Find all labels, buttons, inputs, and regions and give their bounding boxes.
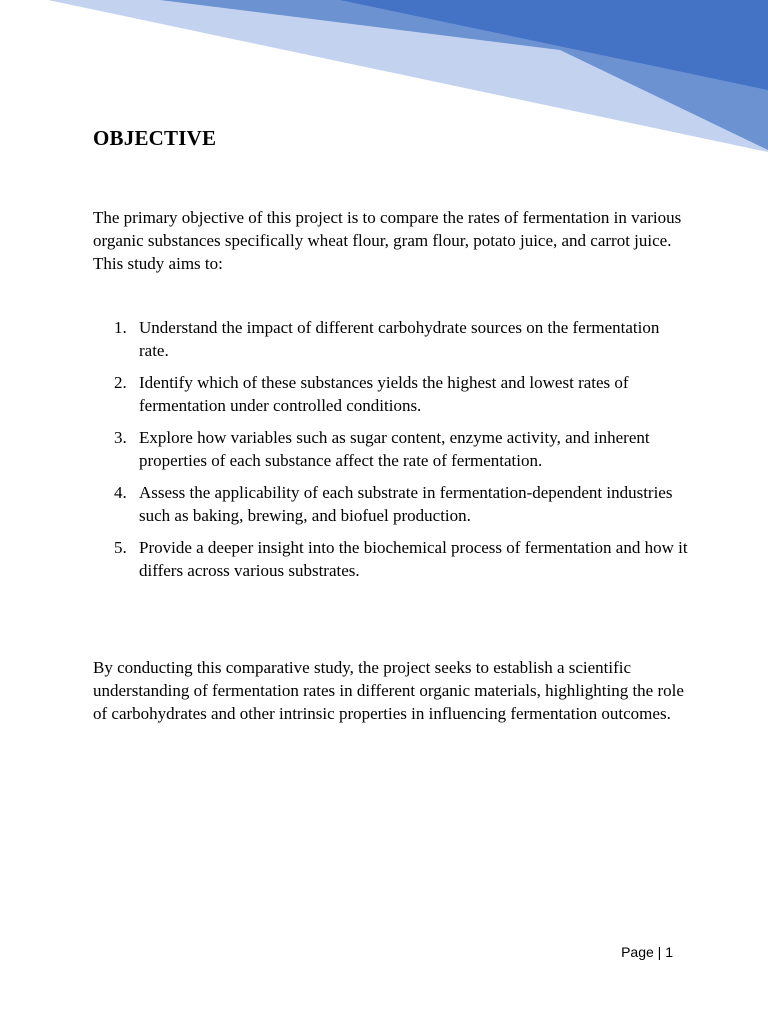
page-number: Page | 1: [621, 944, 673, 960]
page-title: OBJECTIVE: [93, 126, 217, 150]
list-item-text: Identify which of these substances yields the highest and lowest rates of fermentation under controlled conditions.: [139, 373, 629, 415]
list-item: [93, 536, 693, 582]
list-item-text: Explore how variables such as sugar content, enzyme activity, and inherent properties of each substance affect the rate of fermentation.: [139, 428, 650, 470]
list-item-number: 5.: [114, 538, 127, 557]
list-item-text: Provide a deeper insight into the biochemical process of fermentation and how it differs across various substrates.: [139, 538, 688, 580]
list-item-number: 1.: [114, 318, 127, 337]
list-item: [93, 426, 693, 472]
intro-paragraph: The primary objective of this project is to compare the rates of fermentation in various organic substances specifically wheat flour, gram flour, potato juice, and carrot juice. This study aims to:: [93, 208, 682, 273]
conclusion-paragraph: By conducting this comparative study, the project seeks to establish a scientific understanding of fermentation rates in different organic materials, highlighting the role of carbohydrates and other intrinsic properties in influencing fermentation outcomes.: [93, 658, 684, 723]
list-item-number: 2.: [114, 373, 127, 392]
objectives-list: [93, 316, 693, 591]
list-item: [93, 481, 693, 527]
list-item-number: 3.: [114, 428, 127, 447]
list-item-text: Assess the applicability of each substrate in fermentation-dependent industries such as baking, brewing, and biofuel production.: [139, 483, 673, 525]
list-item: [93, 371, 693, 417]
list-item-text: Understand the impact of different carbohydrate sources on the fermentation rate.: [139, 318, 660, 360]
list-item-number: 4.: [114, 483, 127, 502]
list-item: [93, 316, 693, 362]
